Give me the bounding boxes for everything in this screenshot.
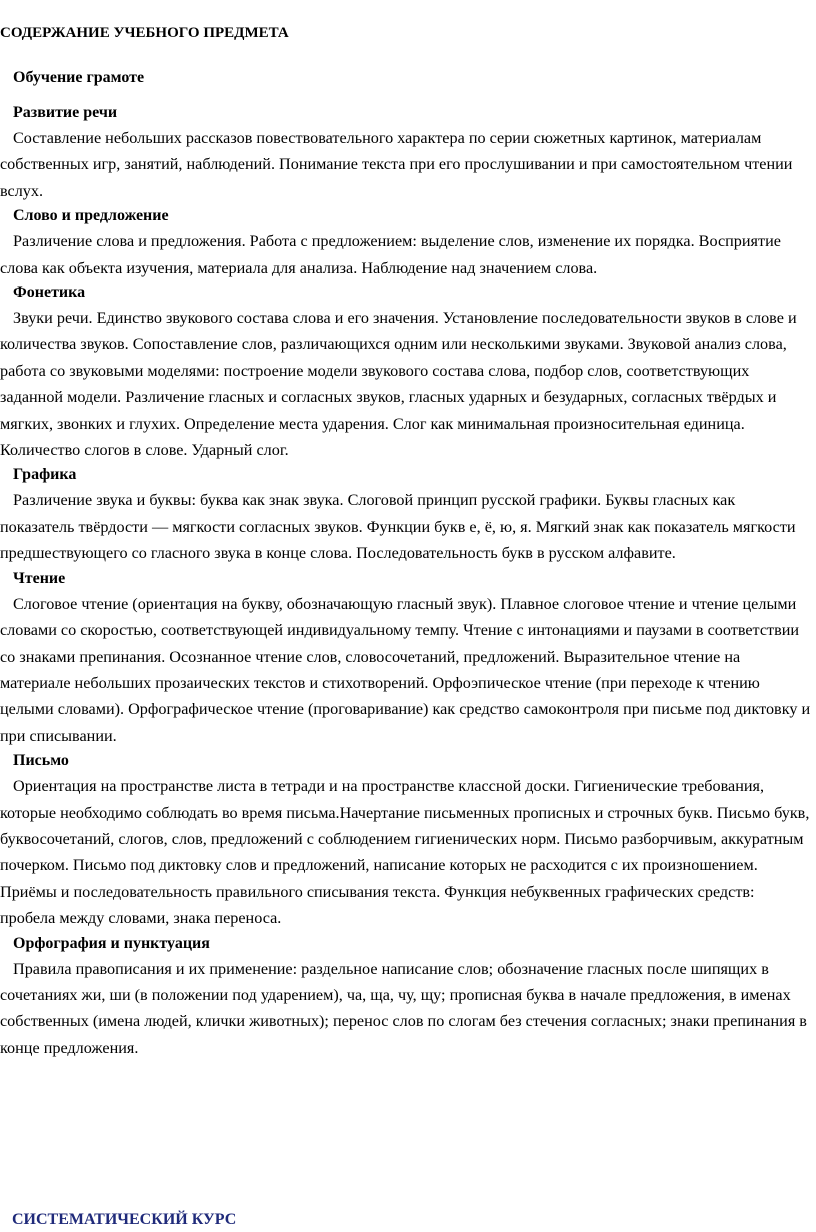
- section-text: Составление небольших рассказов повествовательного характера по серии сюжетных картинок, материалам собственных игр, занятий, наблюдений. Понимание текста при его прослушивании и при самостоятельном чтении вслух.: [0, 129, 793, 200]
- section-reading: [0, 567, 816, 749]
- section-word-sentence: [0, 204, 816, 281]
- section-graphics: [0, 463, 816, 566]
- section-heading: Чтение: [13, 569, 66, 587]
- section-text: Слоговое чтение (ориентация на букву, обозначающую гласный звук). Плавное слоговое чтение и чтение целыми словами со скоростью, соответствующей индивидуальному темпу. Чтение с интонациями и паузами в соответствии со знаками препинания. Осознанное чтение слов, словосочетаний, предложений. Выразительное чтение на материале небольших прозаических текстов и стихотворений. Орфоэпическое чтение (при переходе к чтению целыми словами). Орфографическое чтение (проговаривание) как средство самоконтроля при письме под диктовку и при списывании.: [0, 594, 811, 745]
- document-title: СОДЕРЖАНИЕ УЧЕБНОГО ПРЕДМЕТА: [0, 25, 289, 41]
- section-text: Различение звука и буквы: буква как знак звука. Слоговой принцип русской графики. Буквы гласных как показатель твёрдости — мягкости согласных звуков. Функции букв е, ё, ю, я. Мягкий знак как показатель мягкости предшествующего со гласного звука в конце слова. Последовательность букв в русском алфавите.: [0, 491, 796, 563]
- section-text: Различение слова и предложения. Работа с предложением: выделение слов, изменение их порядка. Восприятие слова как объекта изучения, материала для анализа. Наблюдение над значением слова.: [0, 232, 781, 277]
- section-speech: [0, 101, 816, 204]
- section-text: Правила правописания и их применение: раздельное написание слов; обозначение гласных после шипящих в сочетаниях жи, ши (в положении под ударением), ча, ща, чу, щу; прописная буква в начале предложения, в именах собственных (имена людей, клички животных); перенос слов по слогам без стечения согласных; знаки препинания в конце предложения.: [0, 959, 807, 1057]
- section-heading: Орфография и пунктуация: [13, 934, 210, 952]
- section-orthography: [0, 932, 816, 1062]
- section-text: Ориентация на пространстве листа в тетради и на пространстве классной доски. Гигиенические требования, которые необходимо соблюдать во время письма.Начертание письменных прописных и строчных букв. Письмо букв, буквосочетаний, слогов, слов, предложений с соблюдением гигиенических норм. Письмо разборчивым, аккуратным почерком. Письмо под диктовку слов и предложений, написание которых не расходится с их произношением. Приёмы и последовательность правильного списывания текста. Функция небуквенных графических средств: пробела между словами, знака переноса.: [0, 777, 810, 928]
- section-heading: Фонетика: [13, 284, 86, 302]
- section-phonetics: [0, 281, 816, 463]
- section-text: Звуки речи. Единство звукового состава слова и его значения. Установление последовательности звуков в слове и количества звуков. Сопоставление слов, различающихся одним или несколькими звуками. Звуковой анализ слова, работа со звуковыми моделями: построение модели звукового состава слова, подбор слов, соответствующих заданной модели. Различение гласных и согласных звуков, гласных ударных и безударных, согласных твёрдых и мягких, звонких и глухих. Определение места ударения. Слог как минимальная произносительная единица. Количество слогов в слове. Ударный слог.: [0, 309, 797, 460]
- systematic-course-heading: СИСТЕМАТИЧЕСКИЙ КУРС: [12, 1211, 237, 1228]
- section-heading: Слово и предложение: [13, 207, 169, 225]
- main-heading: Обучение грамоте: [13, 69, 145, 86]
- section-heading: Развитие речи: [13, 104, 118, 121]
- section-writing: [0, 749, 816, 931]
- section-heading: Письмо: [13, 752, 69, 770]
- section-heading: Графика: [13, 466, 77, 484]
